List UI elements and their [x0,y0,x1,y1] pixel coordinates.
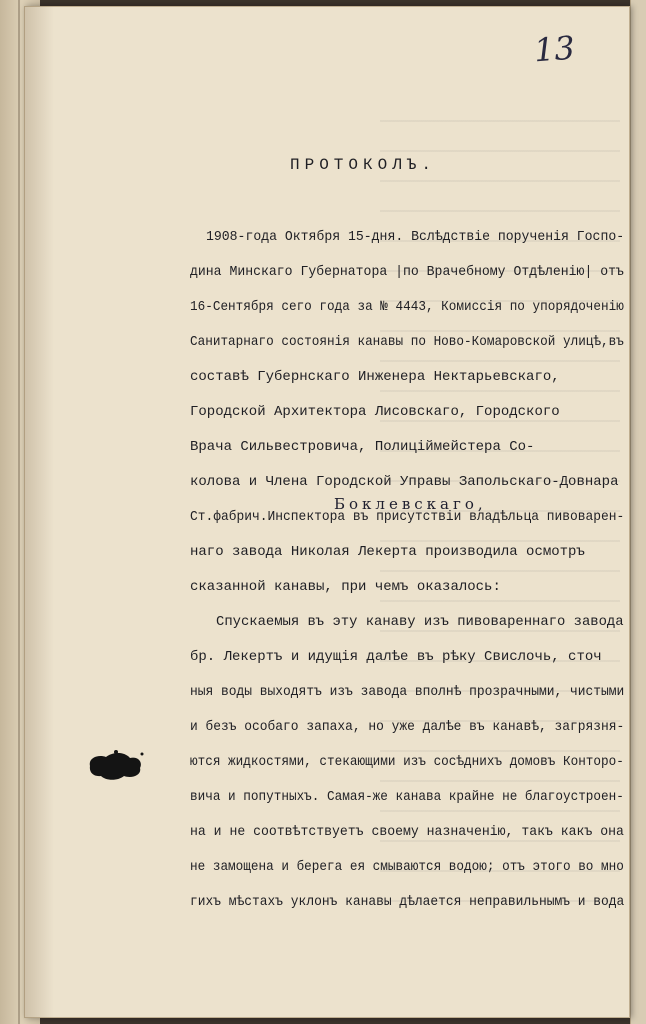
text-line: колова и Члена Городской Управы Запольскаго-Довнара [190,474,619,490]
text-line: бр. Лекертъ и идущія далѣе въ рѣку Свислочь, сточ [190,649,602,665]
text-line: и безъ особаго запаха, но уже далѣе въ канавѣ, загрязня- [190,719,625,735]
next-page-edge [630,0,646,1024]
text-line: дина Минскаго Губернатора |по Врачебному Отдѣленію| отъ [190,264,624,280]
ink-blot [86,748,144,782]
text-line: сказанной канавы, при чемъ оказалось: [190,579,501,595]
text-line: Санитарнаго состоянія канавы по Ново-Комаровской улицѣ,въ [190,334,624,350]
text-line: гихъ мѣстахъ уклонъ канавы дѣлается неправильнымъ и вода [190,894,625,910]
text-line: вича и попутныхъ. Самая-же канава крайне не благоустроен- [190,789,624,805]
text-line: Городской Архитектора Лисовскаго, Городского [190,404,560,420]
text-line: не замощена и берега ея смываются водою; отъ этого во мно [190,859,624,875]
text-line: Ст.фабрич.Инспектора въ присутствіи владѣльца пивоварен- [190,509,625,525]
text-line: 1908-года Октября 15-дня. Вслѣдствіе порученія Госпо- [206,229,625,245]
text-line: составѣ Губернскаго Инженера Нектарьевскаго, [190,369,560,385]
document-title: ПРОТОКОЛЪ. [290,156,437,174]
handwritten-insert: Боклевскаго, [334,495,487,513]
text-line: ныя воды выходятъ изъ завода вполнѣ прозрачными, чистыми [190,684,625,700]
text-line: Спускаемыя въ эту канаву изъ пивовареннаго завода [216,614,624,630]
text-line: на и не соотвѣтствуетъ своему назначенію, такъ какъ она [190,824,624,840]
text-line: Врача Сильвестровича, Полиціймейстера Со- [190,439,535,455]
text-line: 16-Сентября сего года за № 4443, Комиссія по упорядоченію [190,299,624,315]
text-line: наго завода Николая Лекерта производила осмотръ [190,544,585,560]
text-line: ются жидкостями, стекающими изъ сосѣднихъ домовъ Конторо- [190,754,624,770]
folio-number: 13 [532,28,576,70]
